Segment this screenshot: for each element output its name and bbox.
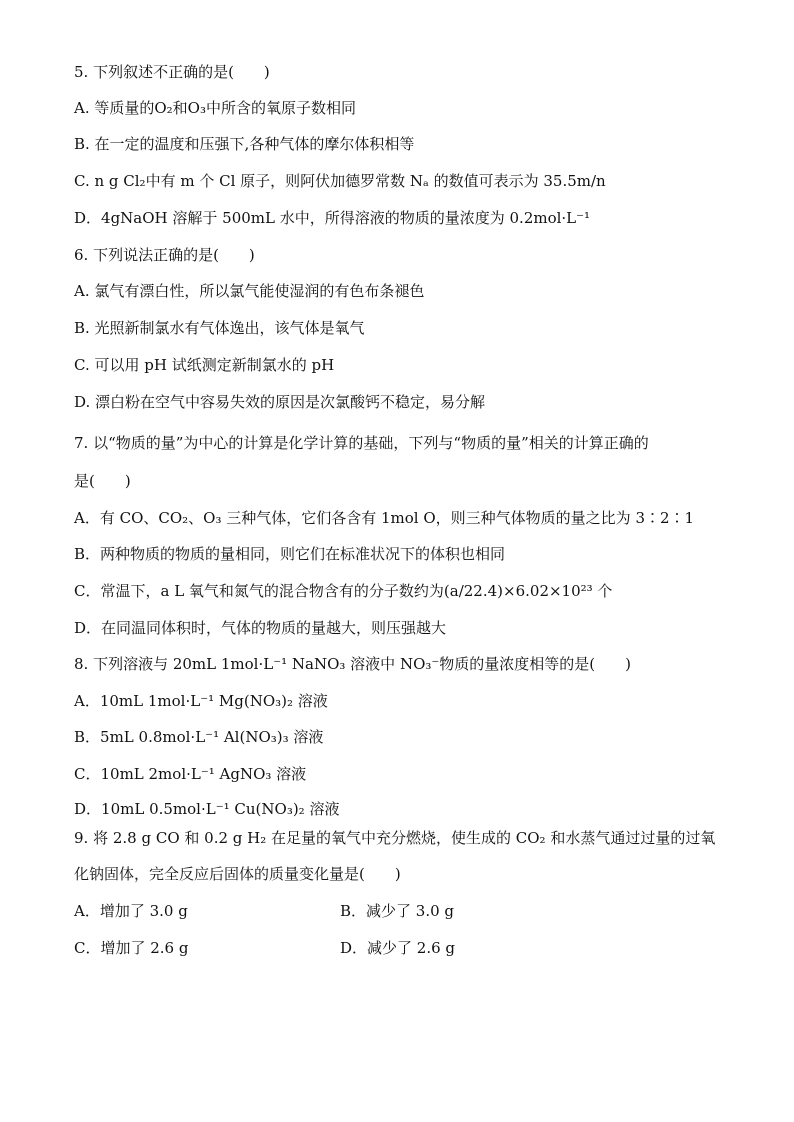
- question-7-option-d: D．在同温同体积时，气体的物质的量越大，则压强越大: [74, 619, 447, 637]
- question-7-stem-line-2: 是( ): [74, 472, 131, 490]
- question-8-option-c: C．10mL 2mol·L⁻¹ AgNO₃ 溶液: [74, 765, 307, 783]
- question-9-option-c: C．增加了 2.6 g: [74, 939, 189, 957]
- question-7-option-c: C．常温下，a L 氧气和氮气的混合物含有的分子数约为(a/22.4)×6.02×10²³ 个: [74, 582, 613, 600]
- question-5-stem: 5. 下列叙述不正确的是( ): [74, 63, 270, 81]
- question-6-option-b: B. 光照新制氯水有气体逸出，该气体是氧气: [74, 319, 365, 337]
- question-7-option-a: A．有 CO、CO₂、O₃ 三种气体，它们各含有 1mol O，则三种气体物质的量之比为 3∶2∶1: [74, 509, 695, 527]
- question-5-option-a: A. 等质量的O₂和O₃中所含的氧原子数相同: [74, 99, 356, 117]
- question-6-option-c: C. 可以用 pH 试纸测定新制氯水的 pH: [74, 356, 335, 374]
- question-7-stem-line-1: 7. 以“物质的量”为中心的计算是化学计算的基础，下列与“物质的量”相关的计算正确的: [74, 434, 649, 452]
- question-8-option-b: B．5mL 0.8mol·L⁻¹ Al(NO₃)₃ 溶液: [74, 728, 324, 746]
- question-6-stem: 6. 下列说法正确的是( ): [74, 246, 255, 264]
- question-9-option-a: A．增加了 3.0 g: [74, 902, 188, 920]
- question-9-option-d: D．减少了 2.6 g: [340, 939, 456, 957]
- question-6-option-d: D. 漂白粉在空气中容易失效的原因是次氯酸钙不稳定，易分解: [74, 393, 486, 411]
- question-5-option-d: D．4gNaOH 溶解于 500mL 水中，所得溶液的物质的量浓度为 0.2mol·L⁻¹: [74, 209, 591, 227]
- question-7-option-b: B．两种物质的物质的量相同，则它们在标准状况下的体积也相同: [74, 545, 506, 563]
- question-5-option-b: B. 在一定的温度和压强下,各种气体的摩尔体积相等: [74, 135, 415, 153]
- question-6-option-a: A. 氯气有漂白性，所以氯气能使湿润的有色布条褪色: [74, 282, 425, 300]
- question-9-stem-line-1: 9. 将 2.8 g CO 和 0.2 g H₂ 在足量的氧气中充分燃烧，使生成的 CO₂ 和水蒸气通过过量的过氧: [74, 829, 716, 847]
- question-9-stem-line-2: 化钠固体，完全反应后固体的质量变化量是( ): [74, 865, 401, 883]
- question-8-stem: 8. 下列溶液与 20mL 1mol·L⁻¹ NaNO₃ 溶液中 NO₃⁻物质的量浓度相等的是( ): [74, 655, 632, 673]
- question-5-option-c: C. n g Cl₂中有 m 个 Cl 原子，则阿伏加德罗常数 Nₐ 的数值可表示为 35.5m/n: [74, 172, 606, 190]
- question-9-option-b: B．减少了 3.0 g: [340, 902, 455, 920]
- question-8-option-a: A．10mL 1mol·L⁻¹ Mg(NO₃)₂ 溶液: [74, 692, 328, 710]
- question-8-option-d: D．10mL 0.5mol·L⁻¹ Cu(NO₃)₂ 溶液: [74, 800, 340, 818]
